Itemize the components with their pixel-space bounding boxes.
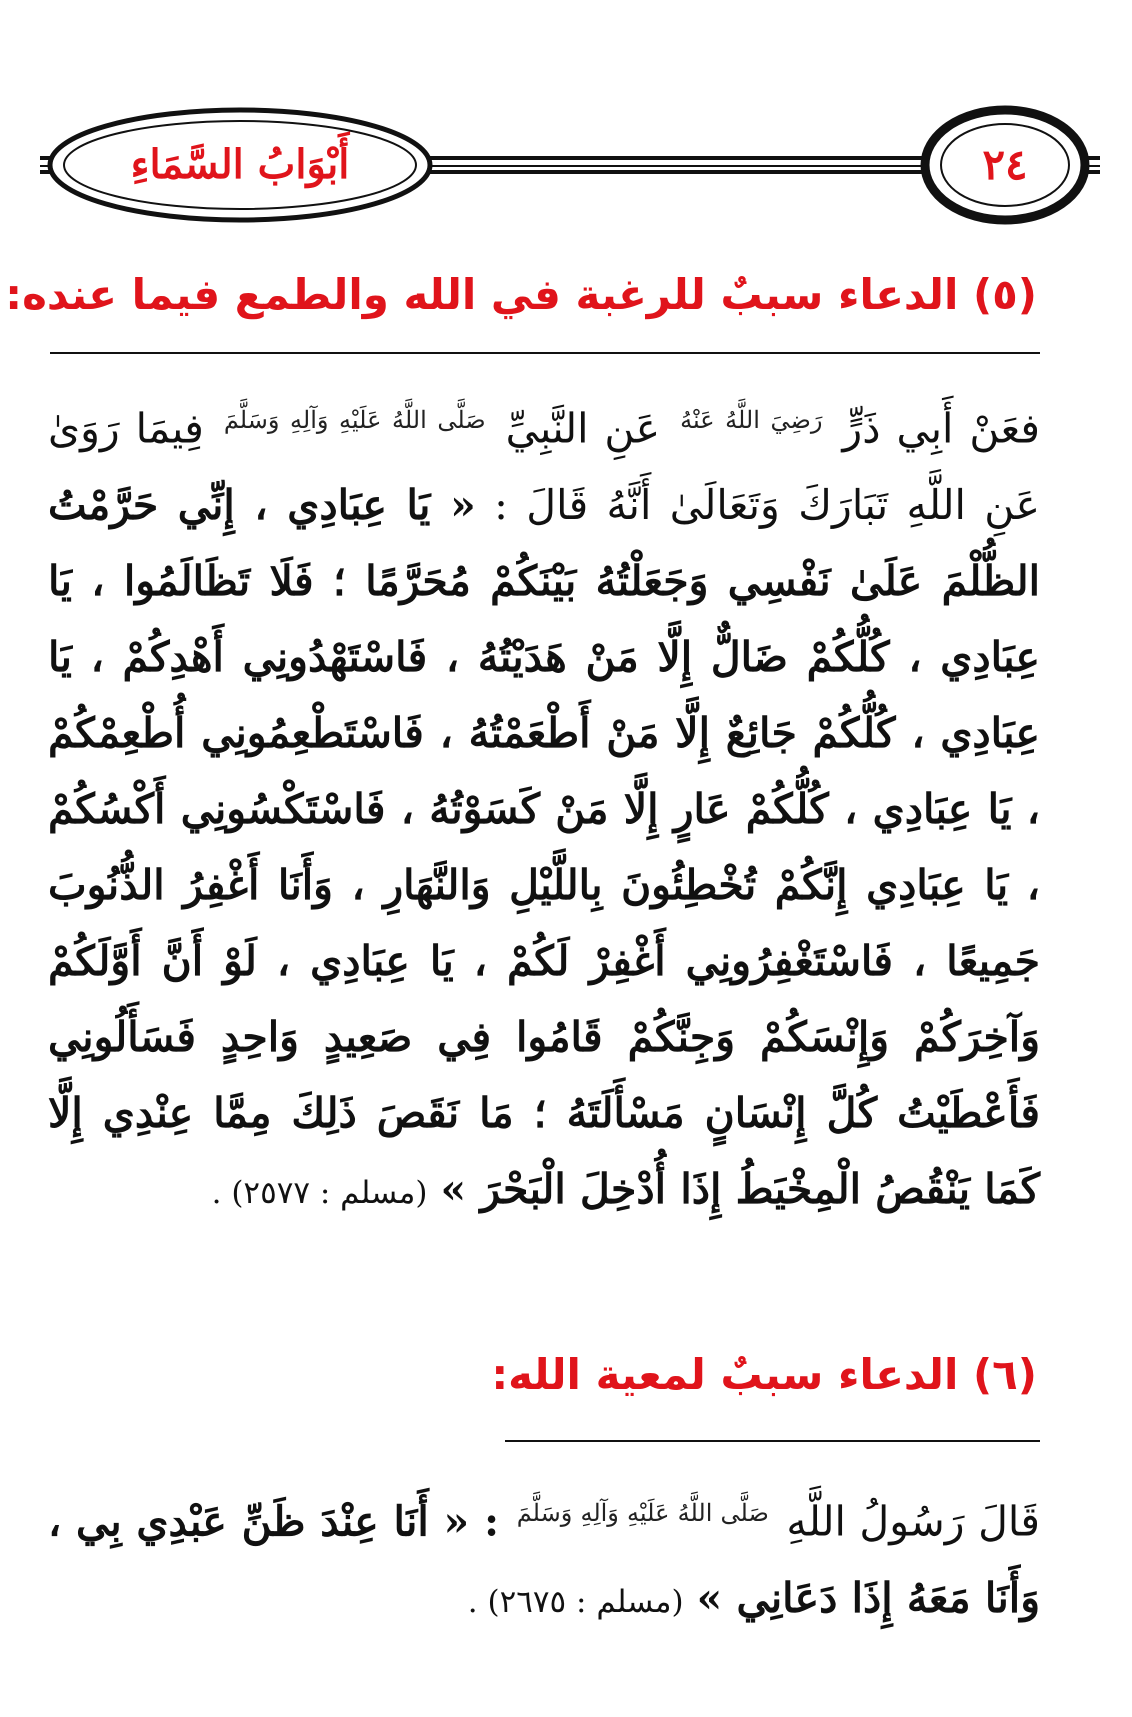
prophet-honorific-seal: صَلَّى اللَّهُ عَلَيْهِ وَآلِهِ وَسَلَّمَ	[223, 406, 486, 434]
section-6-divider	[505, 1440, 1040, 1442]
section-6-hadith-text: : « أَنَا عِنْدَ ظَنِّ عَبْدِي بِي ، وَأَنَا مَعَهُ إِذَا دَعَانِي »	[48, 1497, 1040, 1622]
section-5-intro: فعَنْ أَبِي ذَرٍّ	[842, 404, 1040, 453]
section-5-divider	[50, 352, 1040, 354]
section-5-intro-3: فِيمَا رَوَىٰ عَنِ اللَّهِ تَبَارَكَ وَتَعَالَىٰ أَنَّهُ قَالَ :	[48, 404, 1040, 529]
page-number: ٢٤	[982, 140, 1028, 189]
section-5-body	[48, 382, 1040, 1231]
prophet-honorific-seal-2: صَلَّى اللَّهُ عَلَيْهِ وَآلِهِ وَسَلَّمَ	[516, 1499, 769, 1527]
section-5-reference: (مسلم : ٢٥٧٧) .	[211, 1174, 428, 1211]
section-6-heading: (٦) الدعاء سببٌ لمعية الله:	[491, 1350, 1037, 1399]
companion-honorific-seal: رَضِيَ اللَّهُ عَنْهُ	[680, 406, 823, 434]
section-5-hadith-text: « يَا عِبَادِي ، إِنِّي حَرَّمْتُ الظُّلْمَ عَلَىٰ نَفْسِي وَجَعَلْتُهُ بَيْنَكُمْ مُحَرَّمًا ؛ فَلَا تَظَالَمُوا ، يَا عِبَادِي ، كُلُّكُمْ ضَالٌّ إِلَّا مَنْ هَدَيْتُهُ ، فَاسْتَهْدُونِي أَهْدِكُمْ ، يَا عِبَادِي ، كُلُّكُمْ جَائِعٌ إِلَّا مَنْ أَطْعَمْتُهُ ، فَاسْتَطْعِمُونِي أُطْعِمْكُمْ ، يَا عِبَادِي ، كُلُّكُمْ عَارٍ إِلَّا مَنْ كَسَوْتُهُ ، فَاسْتَكْسُونِي أَكْسُكُمْ ، يَا عِبَادِي إِنَّكُمْ تُخْطِئُونَ بِاللَّيْلِ وَالنَّهَارِ ، وَأَنَا أَغْفِرُ الذُّنُوبَ جَمِيعًا ، فَاسْتَغْفِرُونِي أَغْفِرْ لَكُمْ ، يَا عِبَادِي ، لَوْ أَنَّ أَوَّلَكُمْ وَآخِرَكُمْ وَإِنْسَكُمْ وَجِنَّكُمْ قَامُوا فِي صَعِيدٍ وَاحِدٍ فَسَأَلُونِي فَأَعْطَيْتُ كُلَّ إِنْسَانٍ مَسْأَلَتَهُ ؛ مَا نَقَصَ ذَلِكَ مِمَّا عِنْدِي إِلَّا كَمَا يَنْقُصُ الْمِخْيَطُ إِذَا أُدْخِلَ الْبَحْرَ »	[48, 480, 1040, 1213]
section-5-intro-2: عَنِ النَّبِيِّ	[505, 404, 661, 453]
section-6-intro: قَالَ رَسُولُ اللَّهِ	[786, 1497, 1040, 1546]
section-6-body	[48, 1475, 1040, 1640]
section-6-reference: (مسلم : ٢٦٧٥) .	[467, 1583, 684, 1620]
section-5-heading: (٥) الدعاء سببٌ للرغبة في الله والطمع فيما عنده:	[5, 270, 1037, 319]
book-title: أَبْوَابُ السَّمَاءِ	[130, 141, 350, 188]
page-header	[0, 100, 1132, 230]
